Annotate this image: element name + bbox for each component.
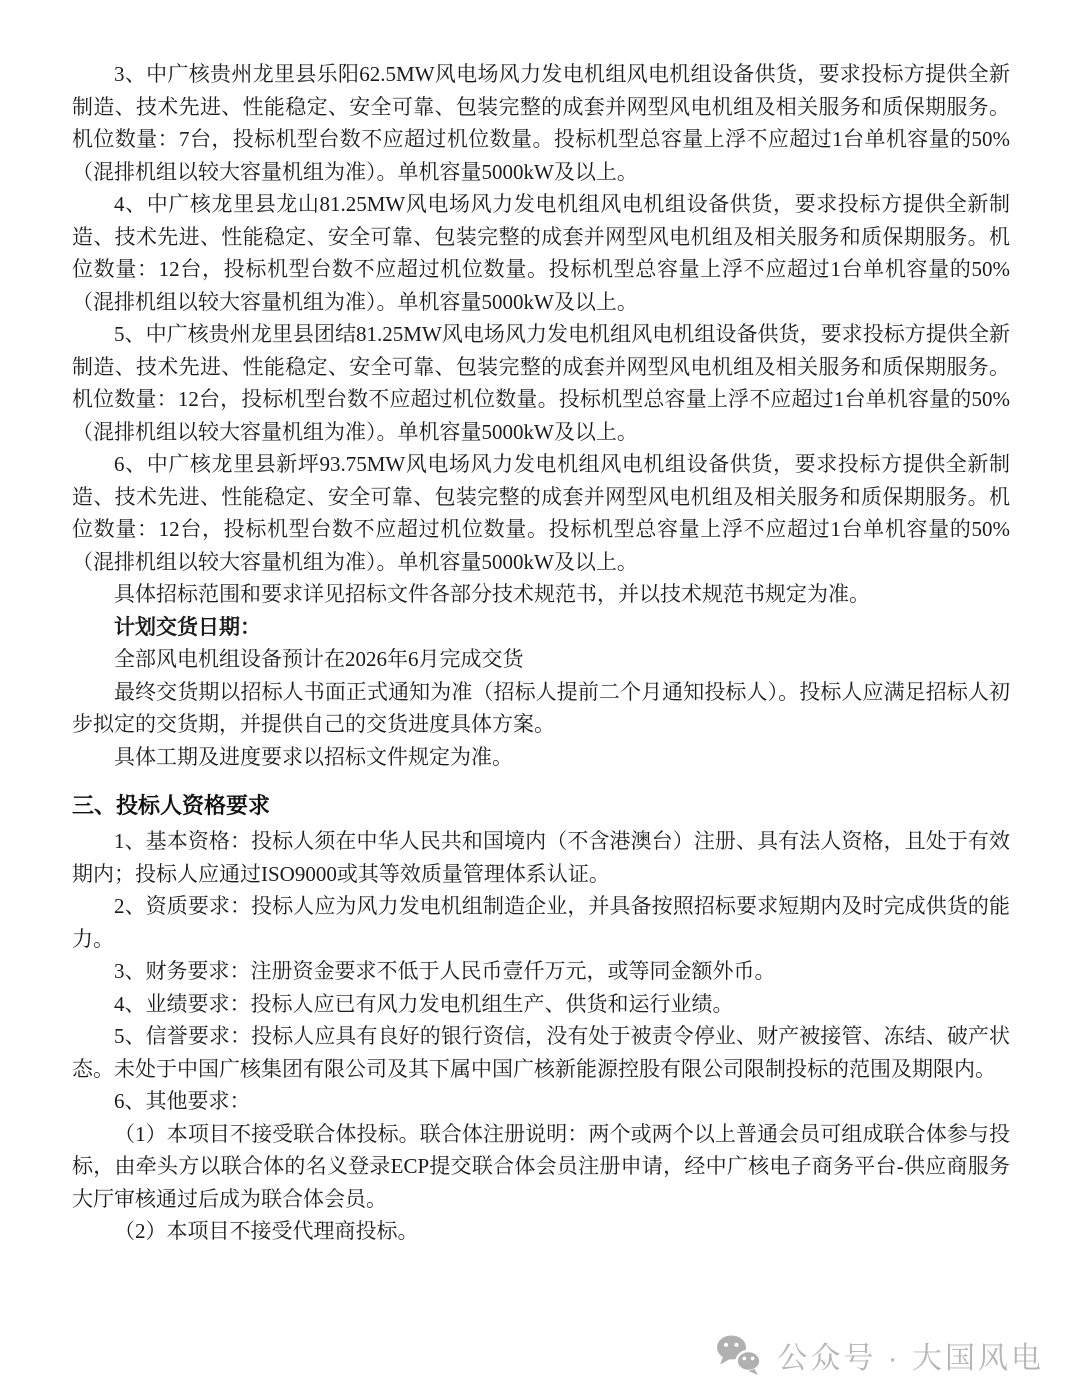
qualification-item-1: 1、基本资格：投标人须在中华人民共和国境内（不含港澳台）注册、具有法人资格，且处于有效期内；投标人应通过ISO9000或其等效质量管理体系认证。 (72, 829, 1010, 886)
delivery-line: 具体工期及进度要求以招标文件规定为准。 (114, 744, 513, 769)
qualification-item-4: 4、业绩要求：投标人应已有风力发电机组生产、供货和运行业绩。 (114, 991, 734, 1016)
qualification-item-6: 6、其他要求： (114, 1089, 251, 1113)
watermark-label: 公众号 · 大国风电 (777, 1342, 1044, 1375)
other-requirement-sub-1: （1）本项目不接受联合体投标。联合体注册说明：两个或两个以上普通会员可组成联合体参与投标，由牵头方以联合体的名义登录ECP提交联合体会员注册申请，经中广核电子商务平台-供应商服务大厅审核通过后成为联合体会员。 (72, 1121, 1010, 1211)
delivery-line: 全部风电机组设备预计在2026年6月完成交货 (114, 647, 524, 671)
qualification-item-3: 3、财务要求：注册资金要求不低于人民币壹仟万元，或等同金额外币。 (114, 959, 776, 983)
section-heading-bidder-qualifications: 三、投标人资格要求 (72, 793, 271, 818)
other-requirement-sub-2: （2）本项目不接受代理商投标。 (114, 1219, 419, 1243)
clause-item-6: 6、中广核龙里县新坪93.75MW风电场风力发电机组风电机组设备供货，要求投标方提供全新制造、技术先进、性能稳定、安全可靠、包装完整的成套并网型风电机组及相关服务和质保期服务。机位数量：12台，投标机型台数不应超过机位数量。投标机型总容量上浮不应超过1台单机容量的50%（混排机组以较大容量机组为准）。单机容量5000kW及以上。 (72, 452, 1010, 574)
watermark (715, 1333, 1044, 1377)
qualification-item-5: 5、信誉要求：投标人应具有良好的银行资信，没有处于被责令停业、财产被接管、冻结、破产状态。未处于中国广核集团有限公司及其下属中国广核新能源控股有限公司限制投标的范围及期限内。 (72, 1024, 1010, 1081)
delivery-date-heading: 计划交货日期： (114, 614, 261, 639)
clause-item-3: 3、中广核贵州龙里县乐阳62.5MW风电场风力发电机组风电机组设备供货，要求投标方提供全新制造、技术先进、性能稳定、安全可靠、包装完整的成套并网型风电机组及相关服务和质保期服务。机位数量：7台，投标机型台数不应超过机位数量。投标机型总容量上浮不应超过1台单机容量的50%（混排机组以较大容量机组为准）。单机容量5000kW及以上。 (72, 62, 1010, 184)
clause-item-4: 4、中广核龙里县龙山81.25MW风电场风力发电机组风电机组设备供货，要求投标方提供全新制造、技术先进、性能稳定、安全可靠、包装完整的成套并网型风电机组及相关服务和质保期服务。机位数量：12台，投标机型台数不应超过机位数量。投标机型总容量上浮不应超过1台单机容量的50%（混排机组以较大容量机组为准）。单机容量5000kW及以上。 (72, 192, 1010, 314)
wechat-icon (715, 1334, 763, 1376)
clause-item-5: 5、中广核贵州龙里县团结81.25MW风电场风力发电机组风电机组设备供货，要求投标方提供全新制造、技术先进、性能稳定、安全可靠、包装完整的成套并网型风电机组及相关服务和质保期服务。机位数量：12台，投标机型台数不应超过机位数量。投标机型总容量上浮不应超过1台单机容量的50%（混排机组以较大容量机组为准）。单机容量5000kW及以上。 (72, 322, 1010, 444)
qualification-item-2: 2、资质要求：投标人应为风力发电机组制造企业，并具备按照招标要求短期内及时完成供货的能力。 (72, 894, 1010, 951)
document-page (72, 58, 1010, 1248)
scope-note: 具体招标范围和要求详见招标文件各部分技术规范书，并以技术规范书规定为准。 (114, 582, 870, 606)
delivery-line: 最终交货期以招标人书面正式通知为准（招标人提前二个月通知投标人）。投标人应满足招标人初步拟定的交货期，并提供自己的交货进度具体方案。 (72, 679, 1010, 736)
